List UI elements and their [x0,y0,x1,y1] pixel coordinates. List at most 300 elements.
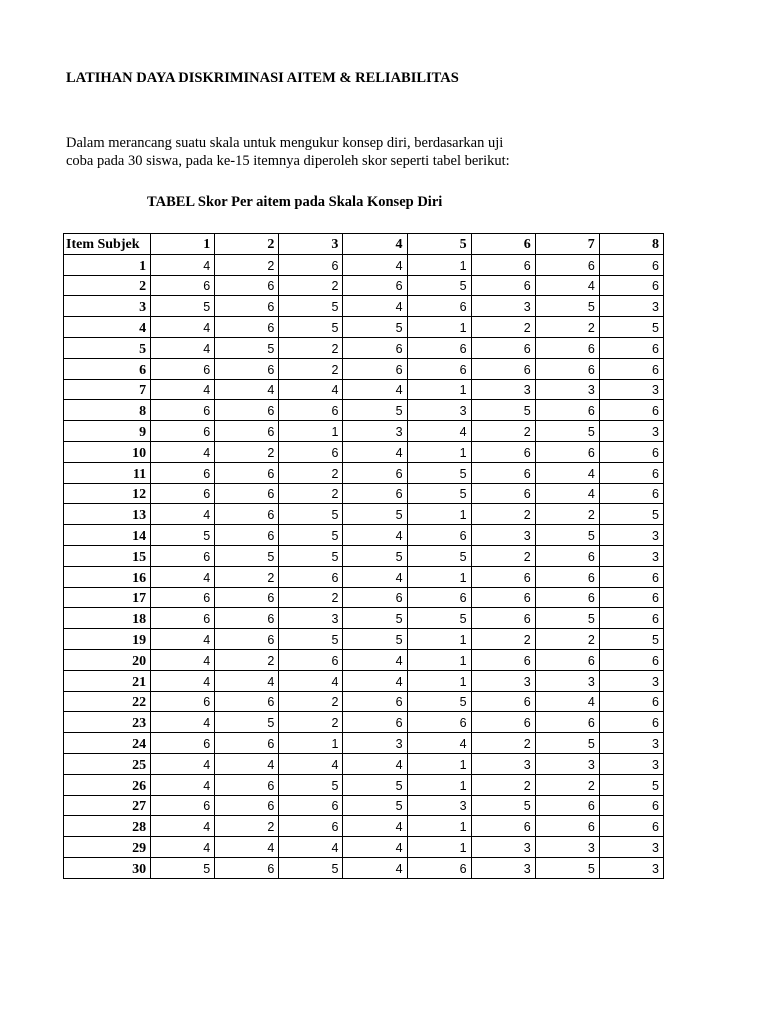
score-cell: 3 [599,525,663,546]
score-cell: 6 [279,400,343,421]
score-cell: 6 [471,483,535,504]
score-cell: 1 [407,753,471,774]
score-cell: 4 [343,816,407,837]
score-cell: 6 [599,400,663,421]
intro-paragraph [66,134,510,170]
score-cell: 4 [151,629,215,650]
table-row [64,337,664,358]
score-cell: 4 [151,837,215,858]
score-cell: 6 [279,254,343,275]
score-cell: 6 [343,483,407,504]
score-cell: 6 [215,317,279,338]
score-cell: 5 [407,545,471,566]
row-header-subject: 8 [64,400,151,421]
score-cell: 1 [407,566,471,587]
score-cell: 6 [215,483,279,504]
score-cell: 6 [407,358,471,379]
column-header-item-3: 3 [279,234,343,255]
score-cell: 2 [535,317,599,338]
table-row [64,837,664,858]
score-cell: 6 [215,608,279,629]
score-cell: 5 [279,629,343,650]
row-header-subject: 5 [64,337,151,358]
score-cell: 2 [279,358,343,379]
column-header-item-1: 1 [151,234,215,255]
score-cell: 6 [535,795,599,816]
row-header-subject: 17 [64,587,151,608]
score-cell: 5 [343,545,407,566]
score-cell: 6 [215,296,279,317]
score-cell: 4 [151,337,215,358]
score-cell: 5 [215,545,279,566]
table-row [64,358,664,379]
row-header-subject: 27 [64,795,151,816]
score-cell: 2 [471,421,535,442]
score-cell: 2 [215,441,279,462]
score-cell: 5 [343,317,407,338]
row-header-subject: 3 [64,296,151,317]
score-cell: 6 [151,691,215,712]
score-cell: 5 [535,421,599,442]
score-cell: 5 [343,774,407,795]
score-cell: 4 [535,691,599,712]
score-cell: 4 [151,774,215,795]
table-row [64,670,664,691]
table-row [64,421,664,442]
score-cell: 6 [279,441,343,462]
score-cell: 2 [535,774,599,795]
score-cell: 4 [215,837,279,858]
score-cell: 6 [471,691,535,712]
score-cell: 5 [535,296,599,317]
score-cell: 4 [343,753,407,774]
score-cell: 6 [407,296,471,317]
score-cell: 5 [151,857,215,878]
score-cell: 4 [151,441,215,462]
score-cell: 3 [279,608,343,629]
score-cell: 6 [407,337,471,358]
score-cell: 3 [471,753,535,774]
score-cell: 5 [279,504,343,525]
table-row [64,441,664,462]
score-cell: 2 [471,774,535,795]
score-cell: 4 [343,649,407,670]
score-cell: 4 [407,421,471,442]
score-cell: 6 [151,421,215,442]
score-cell: 6 [471,587,535,608]
score-cell: 3 [599,753,663,774]
score-cell: 1 [407,649,471,670]
score-cell: 6 [151,795,215,816]
score-cell: 2 [279,691,343,712]
score-cell: 4 [151,816,215,837]
score-cell: 4 [215,379,279,400]
score-cell: 4 [343,296,407,317]
table-row [64,254,664,275]
score-cell: 5 [471,400,535,421]
score-cell: 3 [599,837,663,858]
score-cell: 6 [471,649,535,670]
score-cell: 4 [215,753,279,774]
score-cell: 4 [343,254,407,275]
score-cell: 4 [215,670,279,691]
score-cell: 6 [535,816,599,837]
score-cell: 6 [599,691,663,712]
score-cell: 6 [599,587,663,608]
row-header-subject: 20 [64,649,151,670]
column-header-item-8: 8 [599,234,663,255]
table-row [64,712,664,733]
score-cell: 6 [535,712,599,733]
score-cell: 4 [343,441,407,462]
score-cell: 5 [535,608,599,629]
score-cell: 4 [535,462,599,483]
score-cell: 6 [599,566,663,587]
score-cell: 5 [343,504,407,525]
score-cell: 2 [215,816,279,837]
row-header-subject: 22 [64,691,151,712]
table-row [64,795,664,816]
score-cell: 6 [471,441,535,462]
table-row [64,504,664,525]
score-cell: 3 [599,421,663,442]
score-cell: 5 [279,774,343,795]
score-cell: 4 [151,649,215,670]
score-cell: 6 [535,545,599,566]
column-header-item-7: 7 [535,234,599,255]
score-cell: 4 [343,566,407,587]
row-header-subject: 28 [64,816,151,837]
score-cell: 6 [599,462,663,483]
score-cell: 6 [343,691,407,712]
score-cell: 4 [151,670,215,691]
score-cell: 5 [599,317,663,338]
score-cell: 6 [471,254,535,275]
score-cell: 5 [151,525,215,546]
score-cell: 6 [215,421,279,442]
score-cell: 4 [343,670,407,691]
table-row [64,296,664,317]
score-cell: 6 [599,816,663,837]
score-cell: 6 [599,358,663,379]
table-row [64,816,664,837]
score-cell: 5 [151,296,215,317]
row-header-subject: 12 [64,483,151,504]
score-cell: 5 [407,483,471,504]
row-header-subject: 25 [64,753,151,774]
score-cell: 3 [471,857,535,878]
score-cell: 2 [279,337,343,358]
score-cell: 3 [535,379,599,400]
row-header-subject: 24 [64,733,151,754]
score-cell: 6 [535,254,599,275]
score-cell: 6 [151,545,215,566]
row-header-subject: 6 [64,358,151,379]
score-cell: 6 [215,857,279,878]
score-cell: 6 [151,275,215,296]
table-row [64,608,664,629]
score-cell: 6 [215,400,279,421]
score-cell: 4 [343,857,407,878]
score-cell: 6 [151,462,215,483]
score-cell: 4 [343,379,407,400]
score-cell: 6 [535,441,599,462]
score-cell: 6 [151,608,215,629]
score-cell: 2 [535,504,599,525]
score-cell: 6 [279,816,343,837]
score-cell: 4 [343,525,407,546]
score-cell: 6 [215,629,279,650]
score-cell: 5 [279,545,343,566]
score-cell: 6 [599,275,663,296]
score-cell: 2 [279,587,343,608]
score-cell: 5 [279,317,343,338]
score-cell: 3 [343,421,407,442]
row-header-subject: 26 [64,774,151,795]
score-cell: 3 [599,857,663,878]
table-row [64,774,664,795]
score-cell: 6 [279,566,343,587]
score-cell: 6 [599,254,663,275]
score-cell: 3 [343,733,407,754]
table-body [64,254,664,878]
score-cell: 6 [215,795,279,816]
score-cell: 5 [279,296,343,317]
row-header-subject: 18 [64,608,151,629]
table-row [64,545,664,566]
score-cell: 6 [599,337,663,358]
score-cell: 4 [151,379,215,400]
score-cell: 5 [535,525,599,546]
score-cell: 4 [151,566,215,587]
score-table [63,233,664,879]
score-cell: 6 [151,358,215,379]
score-cell: 3 [407,400,471,421]
table-row [64,400,664,421]
score-cell: 1 [407,441,471,462]
table-row [64,629,664,650]
score-cell: 5 [535,857,599,878]
score-cell: 6 [343,337,407,358]
score-cell: 5 [215,712,279,733]
score-cell: 4 [279,670,343,691]
score-cell: 4 [151,254,215,275]
score-cell: 4 [535,483,599,504]
score-cell: 6 [151,587,215,608]
score-cell: 3 [535,670,599,691]
score-cell: 6 [215,525,279,546]
row-header-subject: 10 [64,441,151,462]
table-row [64,587,664,608]
score-cell: 6 [535,587,599,608]
score-cell: 1 [407,816,471,837]
score-cell: 5 [407,462,471,483]
score-cell: 2 [279,712,343,733]
score-cell: 6 [471,608,535,629]
row-header-subject: 15 [64,545,151,566]
row-header-subject: 9 [64,421,151,442]
score-cell: 4 [279,753,343,774]
score-cell: 6 [343,275,407,296]
score-cell: 6 [535,566,599,587]
score-cell: 6 [599,649,663,670]
score-cell: 6 [215,275,279,296]
score-cell: 1 [407,774,471,795]
score-cell: 6 [599,712,663,733]
score-cell: 4 [151,317,215,338]
score-cell: 3 [599,670,663,691]
table-row [64,649,664,670]
table-row [64,379,664,400]
score-cell: 3 [471,525,535,546]
score-cell: 6 [599,608,663,629]
score-cell: 4 [407,733,471,754]
score-cell: 5 [471,795,535,816]
score-cell: 5 [343,629,407,650]
score-cell: 2 [471,629,535,650]
score-cell: 6 [535,358,599,379]
score-cell: 6 [279,649,343,670]
table-row [64,317,664,338]
score-cell: 1 [407,670,471,691]
score-cell: 6 [471,712,535,733]
score-cell: 3 [471,379,535,400]
score-cell: 2 [471,504,535,525]
corner-header: Item Subjek [64,234,151,255]
score-cell: 2 [471,545,535,566]
score-cell: 6 [599,441,663,462]
score-cell: 6 [535,337,599,358]
row-header-subject: 23 [64,712,151,733]
column-header-item-4: 4 [343,234,407,255]
score-cell: 6 [343,712,407,733]
column-header-item-6: 6 [471,234,535,255]
score-cell: 4 [279,837,343,858]
score-cell: 2 [279,483,343,504]
score-cell: 6 [343,358,407,379]
score-cell: 3 [535,753,599,774]
row-header-subject: 4 [64,317,151,338]
score-cell: 1 [407,629,471,650]
score-cell: 5 [407,275,471,296]
row-header-subject: 21 [64,670,151,691]
score-cell: 1 [279,421,343,442]
score-cell: 2 [279,275,343,296]
score-cell: 6 [407,525,471,546]
score-cell: 6 [599,795,663,816]
score-cell: 4 [151,712,215,733]
table-title: TABEL Skor Per aitem pada Skala Konsep Diri [147,194,443,210]
row-header-subject: 16 [64,566,151,587]
score-cell: 4 [535,275,599,296]
score-cell: 6 [535,400,599,421]
score-cell: 6 [407,587,471,608]
table-row [64,462,664,483]
score-cell: 6 [471,275,535,296]
score-cell: 5 [343,608,407,629]
score-cell: 1 [279,733,343,754]
score-cell: 5 [599,774,663,795]
score-cell: 1 [407,504,471,525]
score-cell: 3 [599,296,663,317]
score-cell: 6 [215,733,279,754]
score-cell: 4 [151,504,215,525]
score-cell: 2 [535,629,599,650]
score-cell: 6 [471,337,535,358]
score-cell: 1 [407,379,471,400]
row-header-subject: 29 [64,837,151,858]
score-cell: 6 [343,587,407,608]
score-cell: 6 [599,483,663,504]
score-cell: 1 [407,254,471,275]
row-header-subject: 7 [64,379,151,400]
row-header-subject: 2 [64,275,151,296]
score-cell: 2 [215,254,279,275]
score-cell: 5 [407,691,471,712]
score-cell: 3 [535,837,599,858]
score-cell: 3 [471,296,535,317]
score-cell: 5 [215,337,279,358]
score-cell: 3 [599,545,663,566]
score-cell: 5 [535,733,599,754]
score-cell: 3 [599,379,663,400]
score-cell: 5 [279,857,343,878]
score-cell: 6 [215,774,279,795]
row-header-subject: 1 [64,254,151,275]
score-cell: 6 [535,649,599,670]
score-cell: 6 [215,462,279,483]
table-row [64,857,664,878]
score-cell: 6 [215,691,279,712]
score-cell: 6 [151,733,215,754]
score-cell: 6 [279,795,343,816]
column-header-item-5: 5 [407,234,471,255]
table-row [64,275,664,296]
table-header-row [64,234,664,255]
score-cell: 5 [407,608,471,629]
score-cell: 6 [151,400,215,421]
score-cell: 6 [215,587,279,608]
table-row [64,733,664,754]
score-cell: 6 [407,712,471,733]
score-cell: 1 [407,837,471,858]
score-cell: 6 [215,358,279,379]
score-cell: 5 [599,629,663,650]
score-cell: 6 [343,462,407,483]
table-row [64,566,664,587]
column-header-item-2: 2 [215,234,279,255]
intro-line-1: Dalam merancang suatu skala untuk mengukur konsep diri, berdasarkan uji [66,135,504,151]
score-cell: 2 [215,566,279,587]
score-cell: 1 [407,317,471,338]
row-header-subject: 30 [64,857,151,878]
row-header-subject: 19 [64,629,151,650]
score-cell: 2 [471,733,535,754]
intro-line-2: coba pada 30 siswa, pada ke-15 itemnya diperoleh skor seperti tabel berikut: [66,153,510,169]
score-cell: 2 [279,462,343,483]
score-cell: 4 [343,837,407,858]
score-cell: 5 [343,400,407,421]
score-cell: 3 [599,733,663,754]
score-cell: 6 [471,358,535,379]
score-cell: 5 [279,525,343,546]
row-header-subject: 13 [64,504,151,525]
score-cell: 3 [471,837,535,858]
table-row [64,753,664,774]
score-cell: 5 [343,795,407,816]
score-cell: 6 [215,504,279,525]
document-title: LATIHAN DAYA DISKRIMINASI AITEM & RELIABILITAS [66,70,459,86]
